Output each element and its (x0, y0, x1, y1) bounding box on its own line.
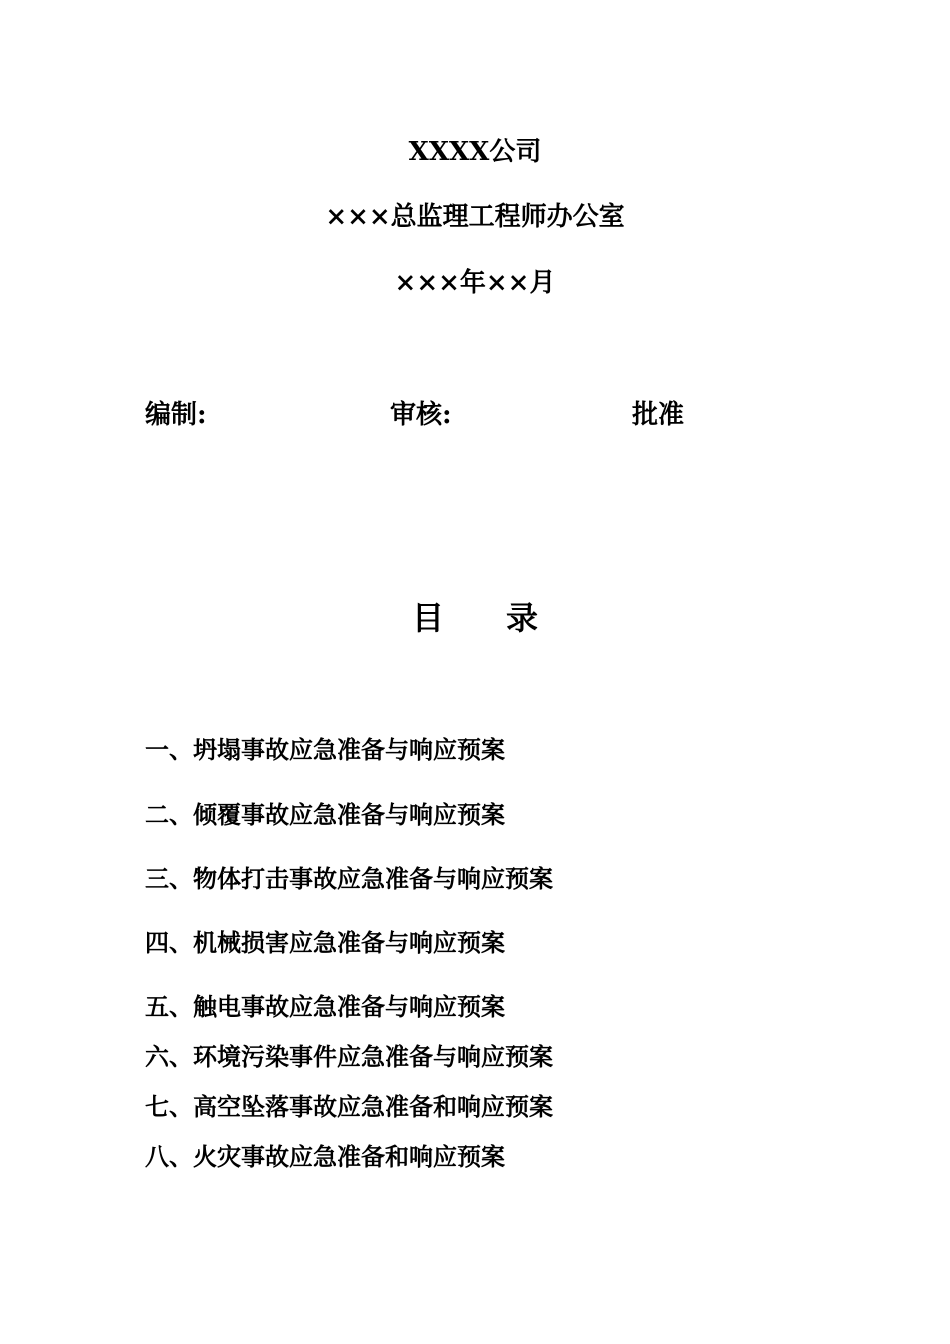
review-label: 审核: (390, 400, 452, 430)
toc-title (0, 598, 950, 638)
compile-label: 编制: (145, 400, 207, 430)
toc-item: 六、环境污染事件应急准备与响应预案 (145, 1042, 553, 1071)
toc-item: 二、倾覆事故应急准备与响应预案 (145, 800, 505, 829)
document-date: ×××年××月 (394, 268, 556, 298)
toc-item: 三、物体打击事故应急准备与响应预案 (145, 864, 553, 893)
office-name: ×××总监理工程师办公室 (325, 202, 625, 232)
toc-title-char-1: 目 (411, 599, 444, 637)
toc-item: 七、高空坠落事故应急准备和响应预案 (145, 1092, 553, 1121)
toc-item: 五、触电事故应急准备与响应预案 (145, 992, 505, 1021)
toc-item: 一、坍塌事故应急准备与响应预案 (145, 735, 505, 764)
toc-item: 四、机械损害应急准备与响应预案 (145, 928, 505, 957)
toc-title-char-2: 录 (506, 599, 539, 637)
company-name: XXXX公司 (408, 137, 542, 167)
toc-item: 八、火灾事故应急准备和响应预案 (145, 1142, 505, 1171)
signature-row (0, 398, 950, 434)
approve-label: 批准 (632, 400, 685, 430)
